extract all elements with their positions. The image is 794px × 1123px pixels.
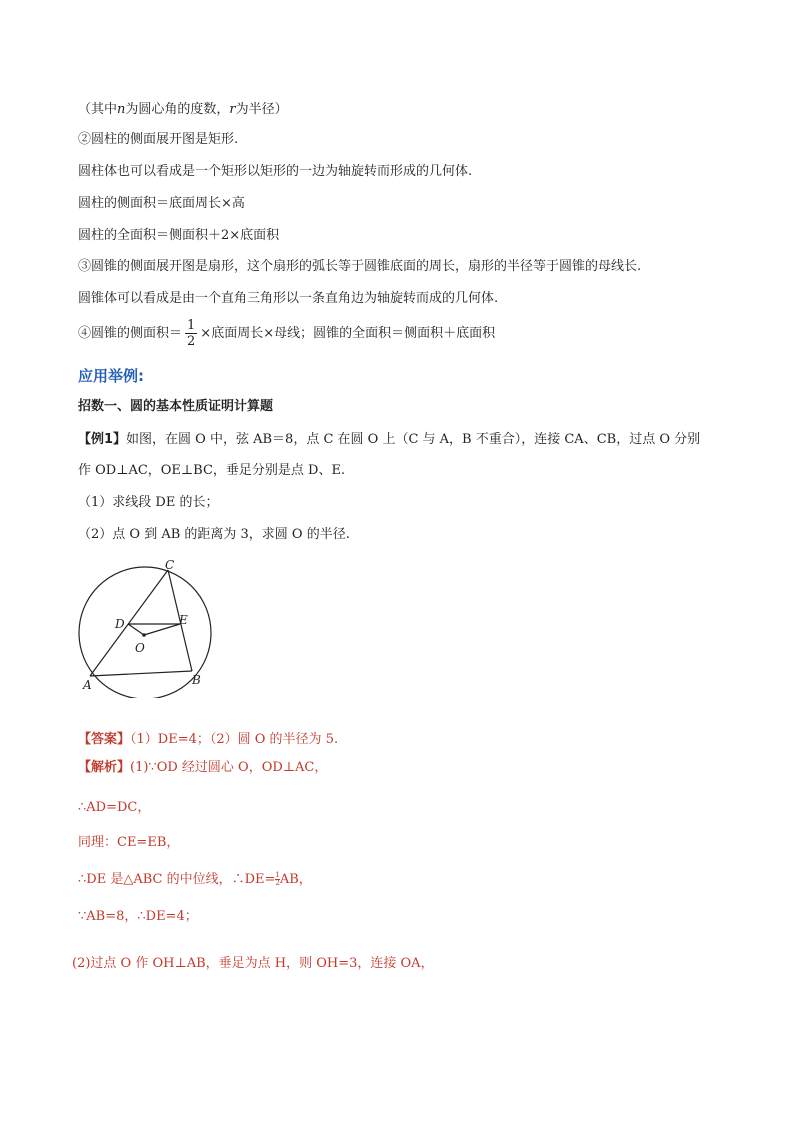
example-label: 【例1】	[78, 432, 127, 447]
example-line-1: 【例1】如图，在圆 O 中，弦 AB＝8，点 C 在圆 O 上（C 与 A，B 不重合），连接 CA、CB，过点 O 分别	[78, 432, 701, 447]
answer-line: 【答案】（1）DE=4；（2）圆 O 的半径为 5.	[78, 732, 339, 747]
analysis-line-5: ∵AB=8，∴DE=4；	[78, 909, 198, 924]
segment-oe	[144, 624, 180, 635]
label-c: C	[165, 558, 175, 572]
answer-label: 【答案】	[78, 732, 131, 747]
label-d: D	[115, 617, 125, 631]
label-a: A	[83, 678, 92, 692]
small-fraction-one-half: $\frac{1}{2}$	[275, 871, 280, 887]
segment-ab	[90, 671, 192, 676]
center-point-o	[142, 633, 146, 637]
analysis-line-4: ∴DE 是△ABC 的中位线，∴DE= $\frac{1}{2}$ AB，	[78, 871, 312, 887]
text-line-1: （其中n为圆心角的度数，r为半径）	[78, 102, 288, 117]
text-line-5: 圆柱的全面积＝侧面积＋2×底面积	[78, 228, 280, 243]
label-b: B	[192, 673, 201, 687]
text-line-7: 圆锥体可以看成是由一个直角三角形以一条直角边为轴旋转而成的几何体.	[78, 291, 499, 306]
analysis-line-6: (2)过点 O 作 OH⊥AB，垂足为点 H，则 OH=3，连接 OA，	[72, 956, 434, 971]
analysis-label: 【解析】	[78, 760, 131, 775]
segment-od	[128, 624, 144, 635]
text-line-3: 圆柱体也可以看成是一个矩形以矩形的一边为轴旋转而形成的几何体.	[78, 164, 473, 179]
fraction-one-half: $\frac{1}{2}$	[187, 318, 196, 349]
analysis-line-2: ∴AD=DC，	[78, 800, 151, 815]
section-heading: 应用举例:	[78, 367, 144, 385]
label-e: E	[179, 613, 188, 627]
section-subheading: 招数一、圆的基本性质证明计算题	[78, 399, 274, 414]
question-2: （2）点 O 到 AB 的距离为 3，求圆 O 的半径.	[78, 527, 350, 542]
text-line-2: ②圆柱的侧面展开图是矩形.	[78, 132, 239, 147]
analysis-line-3: 同理：CE=EB，	[78, 835, 180, 850]
text-line-4: 圆柱的侧面积＝底面周长×高	[78, 196, 245, 211]
example-line-2: 作 OD⊥AC，OE⊥BC，垂足分别是点 D、E.	[78, 463, 346, 478]
circle-geometry-figure	[76, 558, 236, 698]
text-line-6: ③圆锥的侧面展开图是扇形，这个扇形的弧长等于圆锥底面的周长，扇形的半径等于圆锥的母线长.	[78, 259, 642, 274]
text-line-8: ④圆锥的侧面积＝ $\frac{1}{2}$ ×底面周长×母线；圆锥的全面积＝侧面积＋底面积	[78, 318, 496, 349]
label-o: O	[135, 641, 145, 655]
segment-ca	[90, 570, 168, 676]
question-1: （1）求线段 DE 的长；	[78, 495, 219, 510]
analysis-line-1: 【解析】(1)∵OD 经过圆心 O，OD⊥AC，	[78, 760, 328, 775]
